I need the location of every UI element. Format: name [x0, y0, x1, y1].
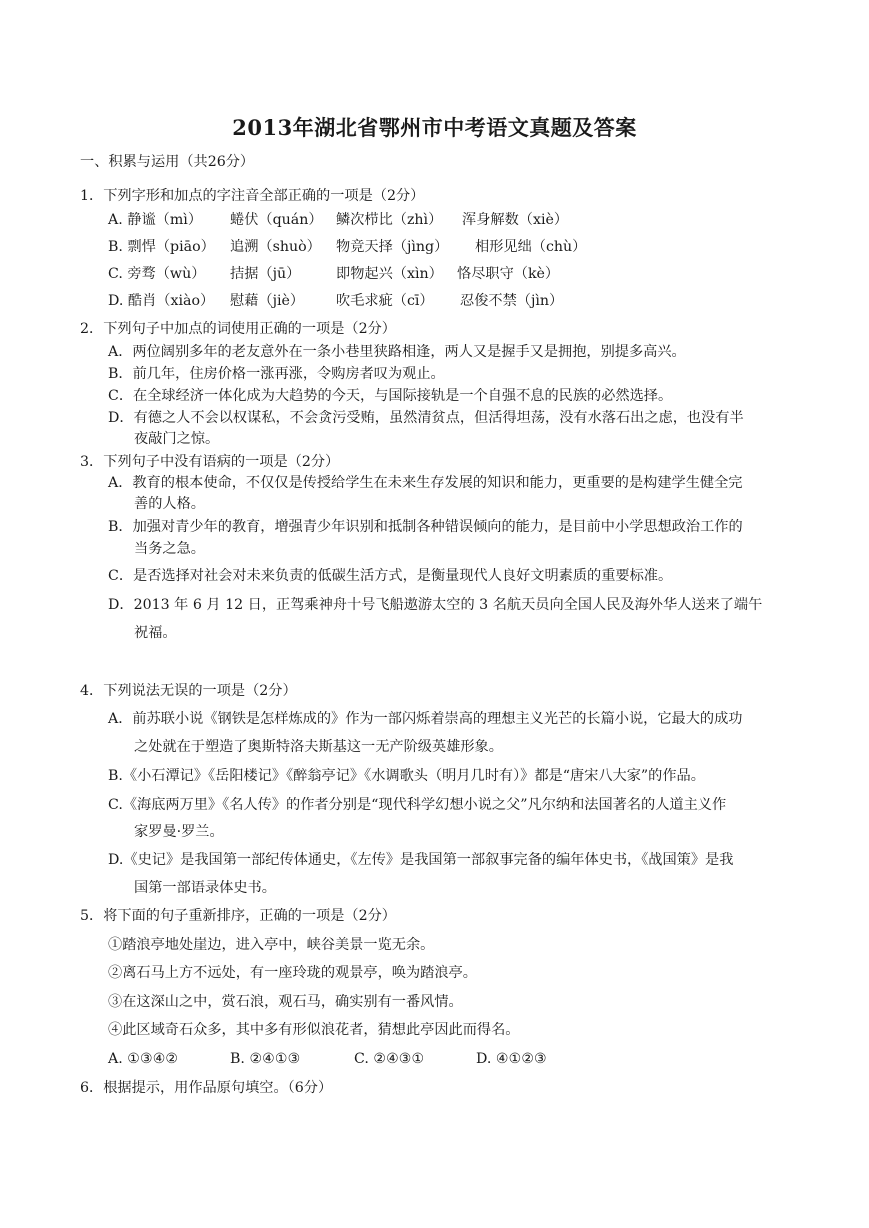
q1-d-3: 吹毛求疵（cī） — [336, 293, 434, 309]
q4-stem: 4．下列说法无误的一项是（2分） — [80, 683, 297, 699]
q3-option-b: B．加强对青少年的教育，增强青少年识别和抵制各种错误倾向的能力，是目前中小学思想政治工作的 — [108, 519, 743, 535]
q4-option-d-continued: 国第一部语录体史书。 — [134, 880, 276, 896]
q3-option-d: D．2013 年 6 月 12 日，正驾乘神舟十号飞船遨游太空的 3 名航天员向全国人民及海外华人送来了端午 — [108, 597, 763, 613]
q4-option-b: B.《小石潭记》《岳阳楼记》《醉翁亭记》《水调歌头（明月几时有）》都是“唐宋八大家”的作品。 — [108, 768, 705, 784]
q4-option-c-continued: 家罗曼·罗兰。 — [134, 824, 224, 840]
q3-option-a-continued: 善的人格。 — [134, 496, 205, 512]
q6-stem: 6．根据提示，用作品原句填空。（6分） — [80, 1080, 333, 1096]
q5-sentence-4: ④此区域奇石众多，其中多有形似浪花者，猜想此亭因此而得名。 — [108, 1022, 520, 1038]
q2-option-d-continued: 夜敲门之惊。 — [134, 431, 220, 447]
q1-c-3: 即物起兴（xìn） — [336, 266, 443, 282]
q1-b-1: B. 剽悍（piāo） — [108, 239, 215, 255]
q2-option-a: A．两位阔别多年的老友意外在一条小巷里狭路相逢，两人又是握手又是拥抱，别提多高兴。 — [108, 344, 686, 360]
q5-option-b: B. ②④①③ — [230, 1051, 301, 1067]
q1-a-2: 蜷伏（quán） — [230, 212, 323, 228]
q5-sentence-3: ③在这深山之中，赏石浪，观石马，确实别有一番风情。 — [108, 994, 463, 1010]
q4-option-d: D.《史记》是我国第一部纪传体通史，《左传》是我国第一部叙事完备的编年体史书，《战国策》是我 — [108, 852, 734, 868]
q5-option-c: C. ②④③① — [354, 1051, 425, 1067]
q2-stem: 2．下列句子中加点的词使用正确的一项是（2分） — [80, 321, 396, 337]
q5-sentence-2: ②离石马上方不远处，有一座玲珑的观景亭，唤为踏浪亭。 — [108, 965, 477, 981]
q1-a-1: A. 静谧（mì） — [108, 212, 203, 228]
section-heading: 一、积累与运用（共26分） — [80, 154, 255, 170]
q5-stem: 5．将下面的句子重新排序，正确的一项是（2分） — [80, 908, 396, 924]
q4-option-a-continued: 之处就在于塑造了奥斯特洛夫斯基这一无产阶级英雄形象。 — [134, 739, 503, 755]
q2-option-d: D．有德之人不会以权谋私，不会贪污受贿，虽然清贫点，但活得坦荡，没有水落石出之虑，也没有半 — [108, 410, 744, 426]
q3-option-a: A．教育的根本使命，不仅仅是传授给学生在未来生存发展的知识和能力，更重要的是构建学生健全完 — [108, 475, 743, 491]
q3-option-b-continued: 当务之急。 — [134, 541, 205, 557]
q2-option-b: B．前几年，住房价格一涨再涨，令购房者叹为观止。 — [108, 366, 445, 382]
q1-d-1: D. 酷肖（xiào） — [108, 293, 215, 309]
q3-option-d-continued: 祝福。 — [134, 625, 177, 641]
q1-a-3: 鳞次栉比（zhì） — [336, 212, 443, 228]
q2-option-c: C．在全球经济一体化成为大趋势的今天，与国际接轨是一个自强不息的民族的必然选择。 — [108, 388, 673, 404]
q5-option-a: A. ①③④② — [108, 1051, 179, 1067]
q5-sentence-1: ①踏浪亭地处崖边，进入亭中，峡谷美景一览无余。 — [108, 937, 435, 953]
q1-d-2: 慰藉（jiè） — [230, 293, 305, 309]
q1-b-4: 相形见绌（chù） — [475, 239, 587, 255]
q1-c-4: 恪尽职守（kè） — [457, 266, 560, 282]
q1-a-4: 浑身解数（xiè） — [462, 212, 569, 228]
q1-c-2: 拮据（jū） — [230, 266, 301, 282]
q1-stem: 1．下列字形和加点的字注音全部正确的一项是（2分） — [80, 188, 425, 204]
q1-option-c — [108, 264, 559, 284]
q1-c-1: C. 旁骛（wù） — [108, 266, 206, 282]
q1-option-b — [108, 237, 586, 257]
q1-b-2: 追溯（shuò） — [230, 239, 321, 255]
q5-options — [108, 1049, 547, 1069]
q5-option-d: D. ④①②③ — [476, 1051, 547, 1067]
q3-stem: 3．下列句子中没有语病的一项是（2分） — [80, 454, 340, 470]
q1-option-a — [108, 210, 568, 230]
q4-option-c: C.《海底两万里》《名人传》的作者分别是“现代科学幻想小说之父”凡尔纳和法国著名的人道主义作 — [108, 797, 727, 813]
q4-option-a: A．前苏联小说《钢铁是怎样炼成的》作为一部闪烁着崇高的理想主义光芒的长篇小说，它最大的成功 — [108, 711, 743, 727]
q3-option-c: C．是否选择对社会对未来负责的低碳生活方式，是衡量现代人良好文明素质的重要标准。 — [108, 568, 673, 584]
q1-d-4: 忍俊不禁（jìn） — [460, 293, 564, 309]
q1-option-d — [108, 291, 563, 311]
q1-b-3: 物竞天择（jìng） — [336, 239, 449, 255]
page-title: 2013年湖北省鄂州市中考语文真题及答案 — [232, 115, 637, 140]
